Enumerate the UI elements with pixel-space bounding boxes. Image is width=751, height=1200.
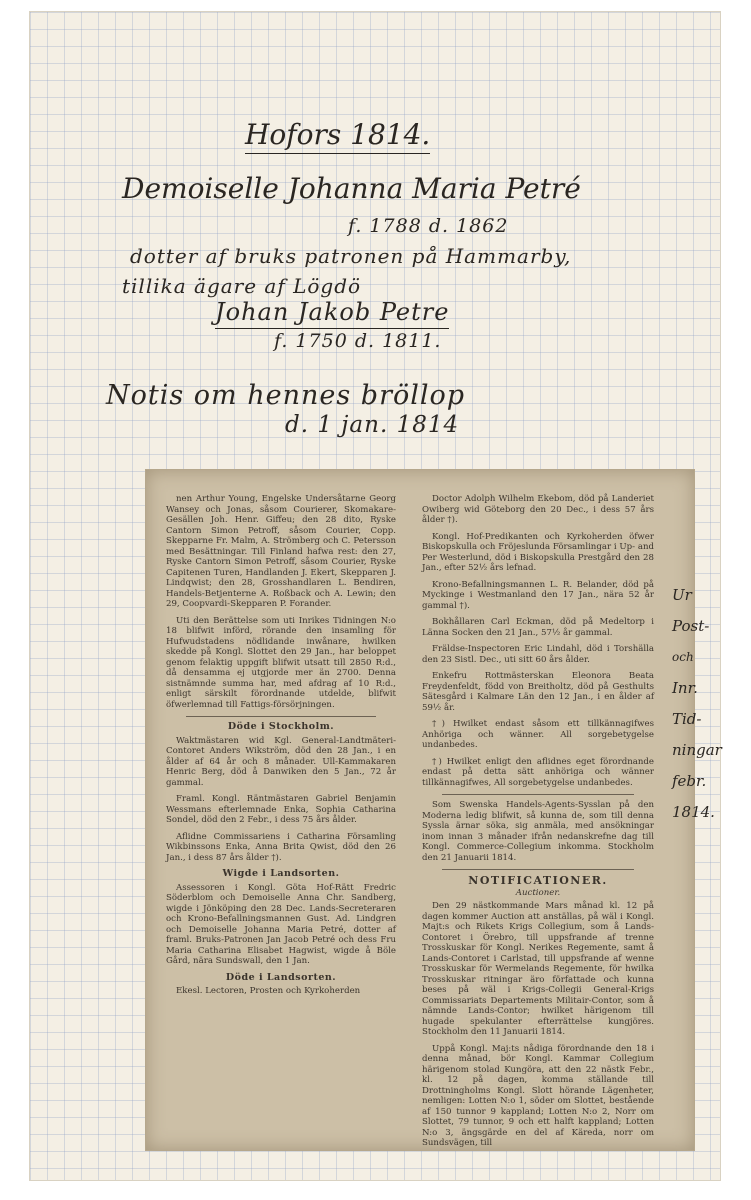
margin-source-note — [672, 580, 732, 828]
margin-note-line: Ur — [672, 586, 692, 604]
handwritten-title: Hofors 1814. — [245, 118, 430, 154]
handwritten-name: Demoiselle Johanna Maria Petré — [122, 172, 581, 205]
clipping-heading-doda-landsorten: Döde i Landsorten. — [225, 971, 337, 983]
clipping-right-column — [422, 494, 654, 1148]
handwritten-notis: Notis om hennes bröllop — [106, 380, 466, 411]
clipping-paragraph: Doctor Adolph Wilhelm Ekebom, död på Landeriet Owiberg wid Göteborg den 20 Dec., i dess 57 års ålder †). — [422, 494, 654, 525]
clipping-footnote: †) Hwilket enligt den aflidnes eget förordnande endast på detta sätt anhöriga och wänner tillkännagifwes, All sorgebetygelse undanbedes. — [422, 756, 654, 788]
margin-note-line: Tid- — [672, 710, 702, 728]
handwritten-dates-2: f. 1750 d. 1811. — [274, 330, 442, 352]
clipping-left-column — [166, 494, 396, 1134]
clipping-heading-notifikationer: NOTIFICATIONER. — [468, 874, 608, 887]
clipping-paragraph: Enkefru Rottmästerskan Eleonora Beata Freydenfeldt, född von Breitholtz, död på Gesthults Sätesgård i Kalmare Län den 12 Jan., i en ålder af 59½ år. — [422, 671, 654, 713]
clipping-paragraph: Den 29 nästkommande Mars månad kl. 12 på dagen kommer Auction att anställas, på wäl i Kongl. Majt:s och Rikets Krigs Collegium, som å Lands-Contoret i Örebro, till uppsfrande af trenne Trosskuskar för Kongl. Nerikes Regemente, samt å Lands-Contoret i Carlstad, till uppsfrande af wenne Trosskuskar för Wermelands Regemente, för hwilka Trosskuskar ritningar äro författade och kunna beses på wäl i Krigs-Collegii General-Krigs Commissariats Departements Militair-Contor, som å nämnde Lands-Contor; hwilket härigenom till hugade spekulanter efterrättelse kungjöres. Stockholm den 11 Januarii 1814. — [422, 901, 654, 1037]
clipping-paragraph: Krono-Befallningsmannen L. R. Belander, död på Myckinge i Westmanland den 17 Jan., nära 52 år gammal †). — [422, 579, 654, 611]
clipping-divider — [442, 869, 634, 870]
clipping-subheading-auctioner: Auctioner. — [515, 887, 561, 898]
clipping-heading-doda: Döde i Stockholm. — [227, 721, 335, 732]
clipping-paragraph: Ekesl. Lectoren, Prosten och Kyrkoherden — [176, 986, 361, 996]
handwritten-father: Johan Jakob Petre — [215, 298, 449, 329]
margin-note-line: 1814. — [672, 803, 715, 821]
clipping-paragraph: Waktmästaren wid Kgl. General-Landtmäteri-Contoret Anders Wikström, död den 28 Jan., i en ålder af 64 år och 8 månader. Ull-Kammakaren Henric Berg, död å Danwiken den 5 Jan., 72 år gammal. — [166, 735, 396, 788]
clipping-divider — [186, 716, 376, 717]
newspaper-clipping — [146, 470, 694, 1150]
clipping-paragraph: Fräldse-Inspectoren Eric Lindahl, död i Torshälla den 23 Sistl. Dec., uti sitt 60 års ålder. — [422, 644, 654, 665]
handwritten-line-owner: tillika ägare af Lögdö — [122, 274, 362, 298]
graph-paper-sheet — [30, 12, 720, 1180]
clipping-paragraph: Kongl. Hof-Predikanten och Kyrkoherden öfwer Biskopskulla och Fröjeslunda Församlingar i Up- and Per Westerlund, död i Biskopskulla Prestgård den 28 Jan., efter 52½ års lefnad. — [422, 531, 654, 573]
clipping-paragraph: Uppå Kongl. Maj:ts nådiga förordnande den 18 i denna månad, bör Kongl. Kammar Collegium härigenom stolad Kungöra, att den 22 nästk Febr., kl. 12 på dagen, komma ställande till Drottningholms Kongl. Slott hörande Lägenheter, nemligen: Lotten N:o 1, söder om Slottet, bestående af 150 tunnor 9 kappland; Lotten N:o 2, Norr om Slottet, 79 tunnor, 9 och ett halft kappland; Lotten N:o 3, ängsgärde en del af Käreda, norr om Sundsvägen, till — [422, 1043, 654, 1148]
clipping-paragraph: Aflidne Commissariens i Catharina Församling Wikbinssons Enka, Anna Brita Qwist, död den 26 Jan., i dess 87 års ålder †). — [166, 831, 396, 863]
margin-note-line: Post- — [672, 617, 710, 635]
margin-note-line: febr. — [672, 772, 707, 790]
clipping-divider — [442, 794, 634, 795]
margin-note-line: och — [672, 650, 694, 664]
handwritten-wedding-date: d. 1 jan. 1814 — [285, 412, 460, 438]
clipping-heading-vigde: Wigde i Landsorten. — [222, 868, 340, 879]
handwritten-line-daughter: dotter af bruks patronen på Hammarby, — [130, 244, 572, 268]
clipping-paragraph: nen Arthur Young, Engelske Undersåtarne Georg Wansey och Jonas, såsom Courierer, Skomakare-Gesällen Joh. Henr. Giffeu; den 28 dito, Ryske Cantorn Simon Petroff, såsom Courier, Copp. Skepparne Fr. Malm, A. Strömberg och C. Petersson med Besättningar. Till Finland hafwa rest: den 27, Ryske Cantorn Simon Petroff, såsom Courier, Ryske Capitenen Turen, Handlanden J. Ekert, Skepparen J. Lindqwist; den 28, Grosshandlaren L. Bendiren, Handels-Betjenterne A. Roßback och A. Lewin; den 29, Coopvardi-Skepparen P. Forander. — [166, 494, 396, 609]
margin-note-line: Inr. — [672, 679, 698, 697]
clipping-paragraph: Framl. Kongl. Räntmästaren Gabriel Benjamin Wessmans efterlemnade Enka, Sophia Catharina Sondel, död den 2 Febr., i dess 75 års ålder. — [166, 794, 396, 825]
clipping-paragraph-wedding: Assessoren i Kongl. Göta Hof-Rätt Fredric Söderblom och Demoiselle Anna Chr. Sandberg, wigde i Jönköping den 28 Dec. Lands-Secreteraren och Krono-Befallningsmannen Gust. Ad. Lindgren och Demoiselle Johanna Maria Petré, dotter af framl. Bruks-Patronen Jan Jacob Petré och dess Fru Maria Catharina Elisabet Hagwist, wigde å Böle Gård, nära Sundswall, den 1 Jan. — [166, 882, 396, 966]
handwritten-dates-1: f. 1788 d. 1862 — [348, 215, 509, 237]
clipping-paragraph: Uti den Berättelse som uti Inrikes Tidningen N:o 18 blifwit införd, rörande den insamling för Hufwudstadens nödlidande inwånare, hwilken skedde på Kongl. Slottet den 29 Jan., har beloppet genom felaktig uppgift blifwit utsatt till 2850 R:d., då densamma ej utgjorde mer än 2700. Denna sistnämnde summa har, med afdrag af 10 R:d., enligt särskilt förordnande utdelde, blifwit öfwerlemnad till Fattigs-försörjningen. — [166, 615, 396, 710]
margin-note-line: ningar — [672, 741, 722, 759]
clipping-footnote: †) Hwilket endast såsom ett tillkännagifwes Anhöriga och wänner. All sorgebetygelse undanbedes. — [422, 719, 654, 750]
clipping-paragraph: Bokhållaren Carl Eckman, död på Medeltorp i Länna Socken den 21 Jan., 57½ år gammal. — [422, 617, 654, 638]
clipping-paragraph: Som Swenska Handels-Agents-Sysslan på den Moderna ledig blifwit, så kunna de, som till denna Syssla ärnar söka, sig anmäla, med ansökningar inom innan 3 månader ifrån nedanskrefne dag till Kongl. Commerce-Collegium inkomma. Stockholm den 21 Januarii 1814. — [422, 800, 654, 863]
